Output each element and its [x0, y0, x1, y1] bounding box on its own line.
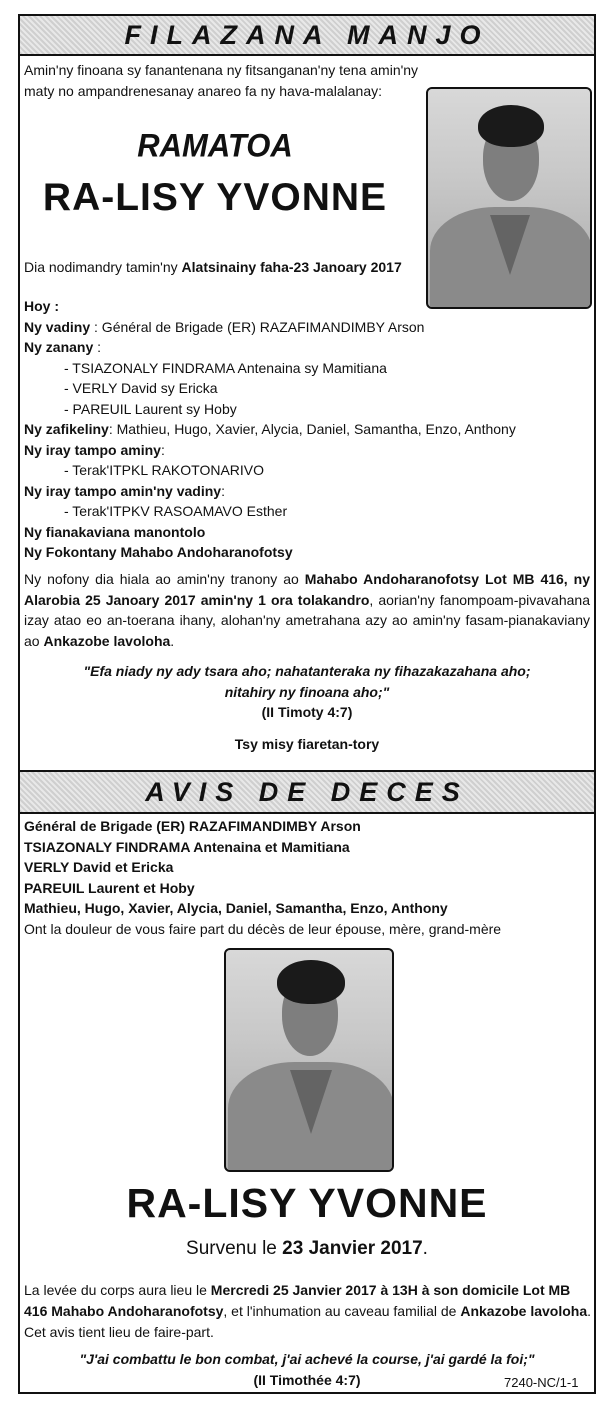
family-member: TSIAZONALY FINDRAMA Antenaina et Mamitiana: [24, 838, 350, 855]
tampo2-colon: :: [221, 482, 225, 499]
vadiny-line: [24, 317, 589, 338]
survenu-date: 23 Janvier 2017: [282, 1238, 423, 1259]
header-title-malagasy: FILAZANA MANJO: [124, 19, 490, 50]
hoy-label: Hoy :: [24, 298, 59, 314]
tampo2-label: Ny iray tampo amin'ny vadiny: [24, 482, 222, 499]
funeral-place-date: Mahabo Andoharanofotsy Lot MB 416, ny Alarobia 25 Janoary 2017 amin'ny 1 ora tolakandro: [24, 571, 590, 608]
zanany-line: [24, 337, 589, 358]
verse-french-reference: (II Timothée 4:7): [253, 1372, 361, 1388]
zafikeliny-value: : Mathieu, Hugo, Xavier, Alycia, Daniel, Samantha, Enzo, Anthony: [108, 421, 516, 437]
faire-part-line: Cet avis tient lieu de faire-part.: [24, 1324, 214, 1340]
header-banner-malagasy: [20, 16, 594, 56]
title-ramatoa: RAMATOA: [137, 127, 293, 164]
funeral-paragraph: [24, 569, 590, 651]
notice-frame: [18, 14, 596, 1394]
family-member: Général de Brigade (ER) RAZAFIMANDIMBY Arson: [24, 818, 361, 834]
zafikeliny-line: [24, 419, 589, 440]
vadiny-value: : Général de Brigade (ER) RAZAFIMANDIMBY Arson: [90, 318, 425, 335]
deceased-name-top: RA-LISY YVONNE: [42, 176, 388, 219]
tampo2-line: [24, 481, 589, 502]
tampo1-value: - Terak'ITPKL RAKOTONARIVO: [64, 462, 265, 478]
levee-text: La levée du corps aura lieu le: [24, 1282, 211, 1298]
levee-text: , et l'inhumation au caveau familial de: [223, 1302, 461, 1319]
verse-malagasy: [24, 661, 590, 723]
family-list-malagasy: [24, 296, 589, 563]
death-prefix: Dia nodimandry tamin'ny: [24, 259, 182, 275]
funeral-text: .: [170, 632, 175, 649]
tampo2-value: - Terak'ITPKV RASOAMAVO Esther: [64, 503, 288, 519]
vadiny-label: Ny vadiny: [24, 318, 91, 335]
portrait-photo-bottom: [224, 948, 394, 1172]
funeral-text: Ny nofony dia hiala ao amin'ny tranony ao: [24, 571, 305, 587]
burial-place-fr: Ankazobe lavoloha: [460, 1302, 588, 1319]
zanany-colon: :: [93, 339, 102, 355]
survenu-prefix: Survenu le: [186, 1238, 283, 1259]
family-member: Mathieu, Hugo, Xavier, Alycia, Daniel, Samantha, Enzo, Anthony: [24, 900, 448, 916]
family-list-french: [24, 816, 590, 939]
fianakaviana-line: Ny fianakaviana manontolo: [24, 523, 206, 540]
verse-french: "J'ai combattu le bon combat, j'ai achevé la course, j'ai gardé la foi;": [79, 1351, 535, 1367]
levee-date-place: Mercredi 25 Janvier 2017 à 13H à son domicile Lot MB 416 Mahabo Andoharanofotsy: [24, 1282, 571, 1319]
zafikeliny-label: Ny zafikeliny: [24, 421, 109, 437]
deceased-name-bottom: RA-LISY YVONNE: [126, 1180, 488, 1226]
death-date-line: [24, 257, 584, 278]
reference-code: 7240-NC/1-1: [504, 1375, 579, 1390]
header-banner-french: [20, 770, 594, 814]
tampo1-colon: :: [160, 441, 165, 458]
fokontany-line: Ny Fokontany Mahabo Andoharanofotsy: [24, 544, 293, 560]
death-date: Alatsinainy faha-23 Janoary 2017: [181, 259, 402, 275]
family-member: PAREUIL Laurent et Hoby: [24, 879, 195, 896]
family-member: VERLY David et Ericka: [24, 859, 174, 875]
zanany-item: - VERLY David sy Ericka: [64, 380, 218, 396]
verse-reference: (II Timoty 4:7): [261, 704, 353, 720]
burial-place: Ankazobe lavoloha: [43, 632, 171, 649]
verse-line: "Efa niady ny ady tsara aho; nahatanteraka ny fihazakazahana aho;: [83, 663, 531, 679]
tampo1-line: [24, 440, 589, 461]
survenu-line: [24, 1238, 590, 1260]
zanany-label: Ny zanany: [24, 339, 94, 355]
zanany-item: - TSIAZONALY FINDRAMA Antenaina sy Mamitiana: [64, 359, 387, 376]
levee-text: .: [587, 1302, 592, 1319]
zanany-item: - PAREUIL Laurent sy Hoby: [64, 400, 237, 417]
intro-text: Amin'ny finoana sy fanantenana ny fitsanganan'ny tena amin'ny maty no ampandrenesanay anareo fa ny hava-malalanay:: [24, 62, 419, 99]
levee-paragraph: [24, 1280, 592, 1321]
tampo1-label: Ny iray tampo aminy: [24, 441, 161, 458]
header-title-french: AVIS DE DECES: [145, 776, 469, 807]
survenu-suffix: .: [422, 1238, 428, 1259]
verse-line: nitahiry ny finoana aho;": [224, 683, 390, 700]
funeral-text: , aorian'ny fanompoam-pivavahana izay atao eo an-toerana ihany, alohan'ny ametrahana azy ao amin'ny fasam-pianakaviany ao: [24, 591, 590, 649]
douleur-line: Ont la douleur de vous faire part du décès de leur épouse, mère, grand-mère: [24, 920, 502, 937]
tsy-misy-line: Tsy misy fiaretan-tory: [234, 736, 380, 752]
